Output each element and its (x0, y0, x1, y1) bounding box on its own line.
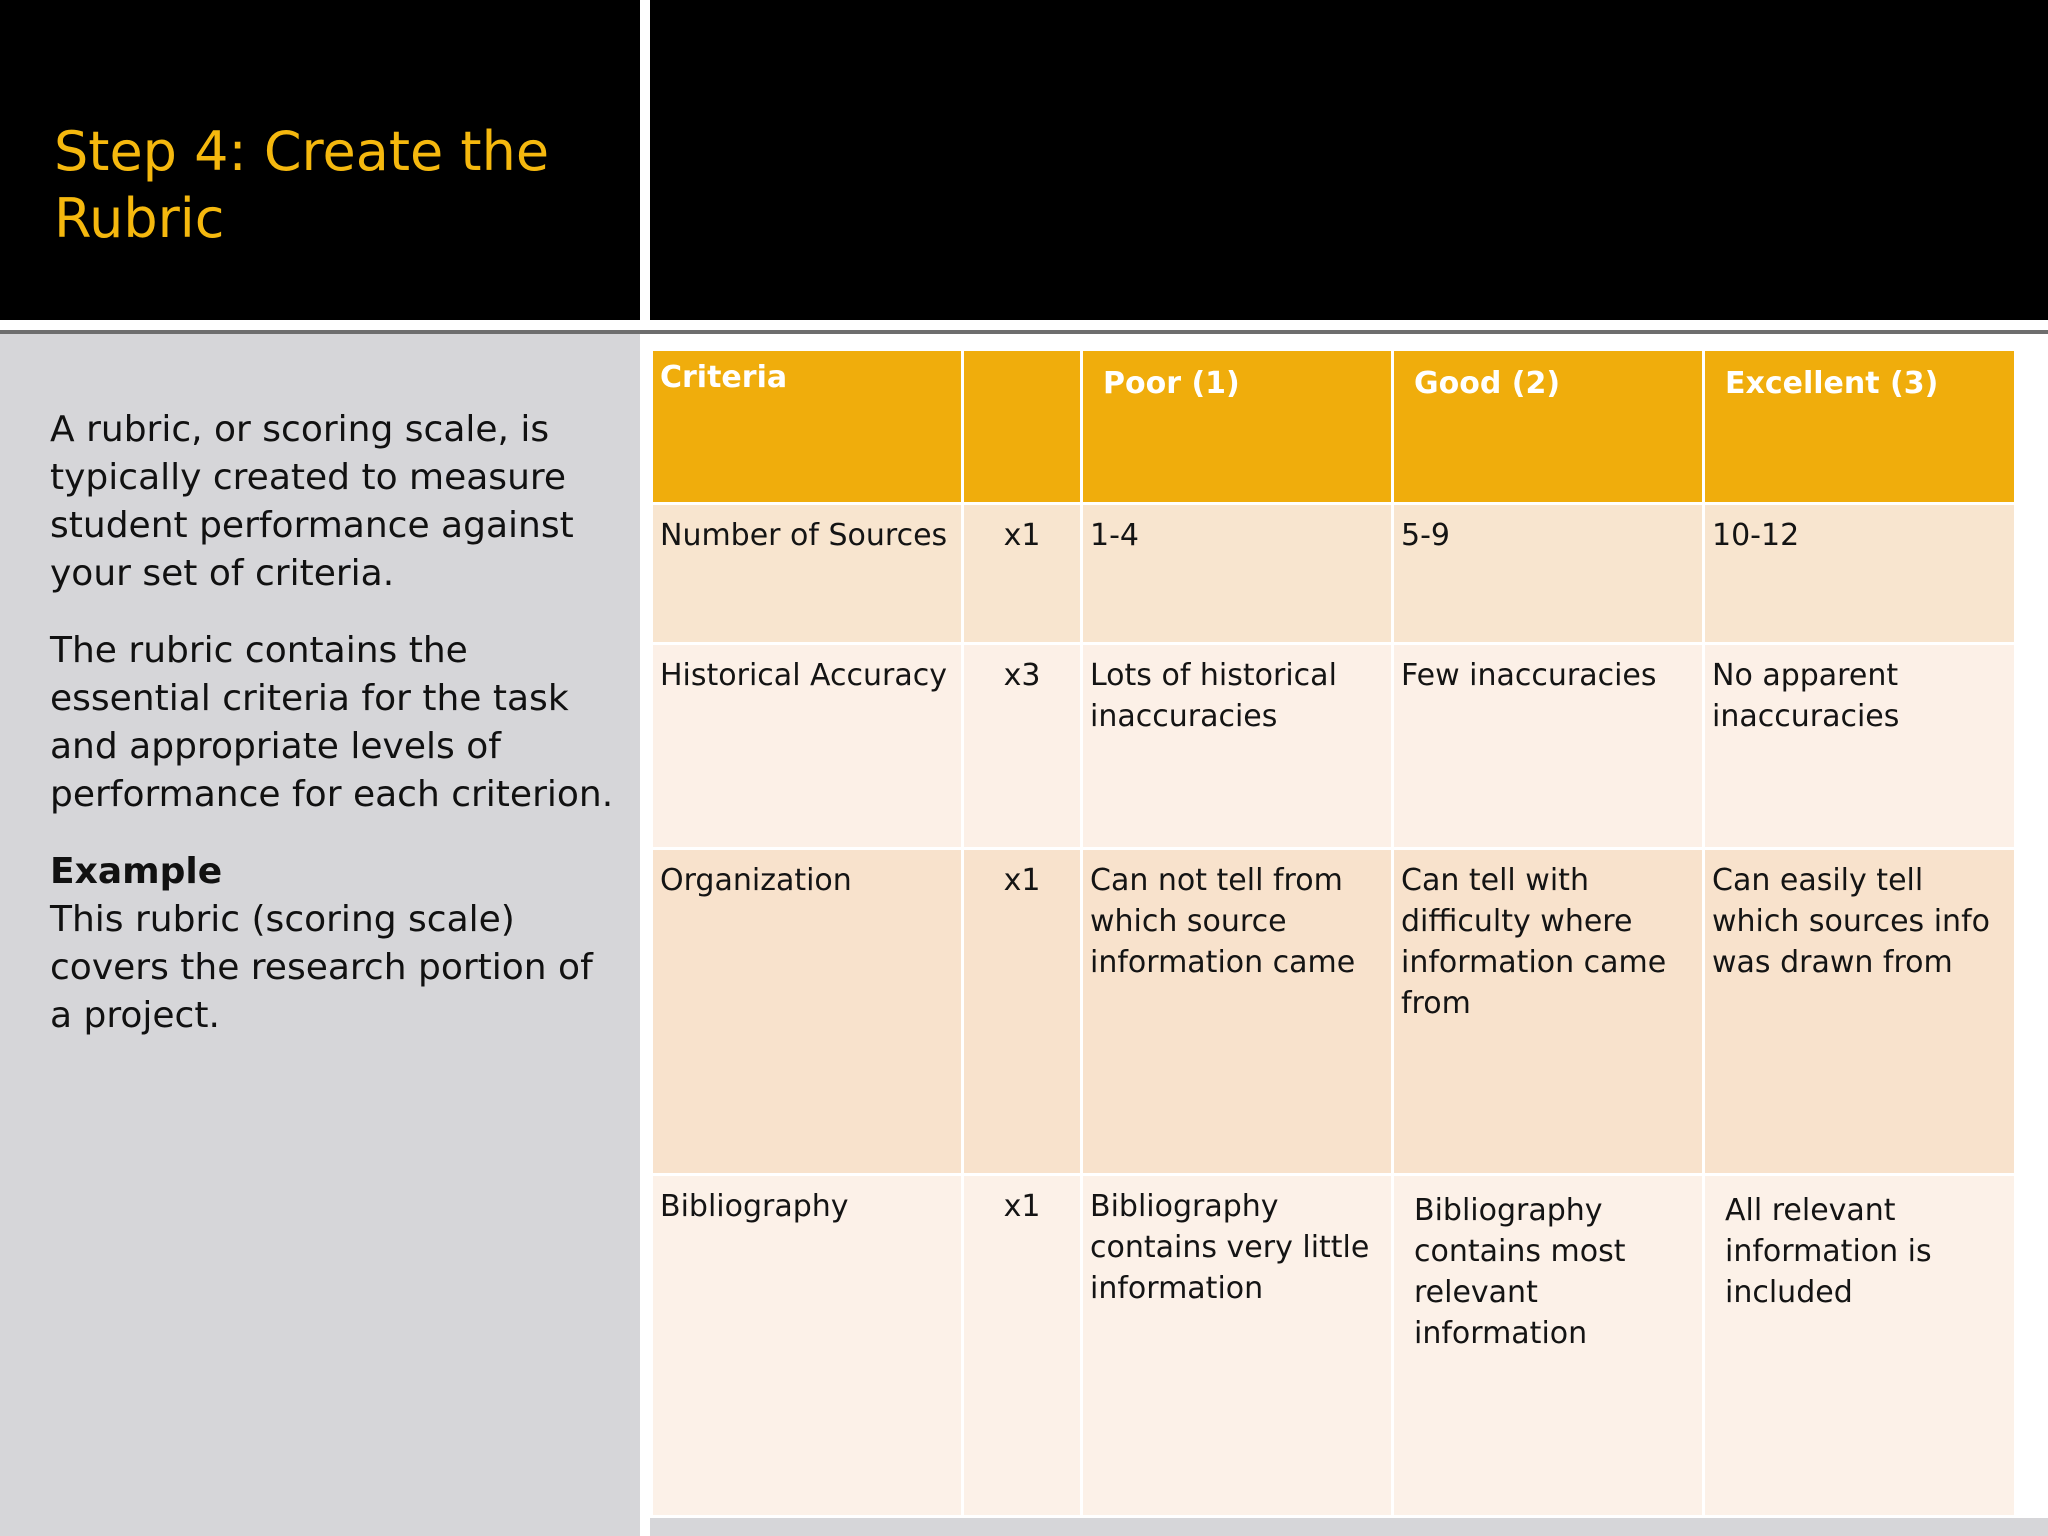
good-cell: Can tell with difficulty where information came from (1393, 849, 1704, 1175)
header-criteria: Criteria (652, 350, 963, 504)
example-heading: Example (50, 851, 223, 892)
sidebar-text (50, 406, 620, 1069)
header-good: Good (2) (1393, 350, 1704, 504)
table-row (652, 849, 2016, 1175)
header-multiplier (963, 350, 1082, 504)
example-block (50, 848, 620, 1040)
criterion-cell: Number of Sources (652, 504, 963, 644)
multiplier-cell: x1 (963, 1175, 1082, 1517)
header-band (650, 0, 2048, 320)
criteria-paragraph: The rubric contains the essential criteria for the task and appropriate levels of performance for each criterion. (50, 630, 614, 815)
table-row (652, 504, 2016, 644)
multiplier-cell: x1 (963, 504, 1082, 644)
poor-cell: Bibliography contains very little information (1082, 1175, 1393, 1517)
excellent-cell: 10-12 (1704, 504, 2016, 644)
good-cell: 5-9 (1393, 504, 1704, 644)
header-excellent: Excellent (3) (1704, 350, 2016, 504)
table-row (652, 1175, 2016, 1517)
criterion-cell: Organization (652, 849, 963, 1175)
excellent-cell: Can easily tell which sources info was drawn from (1704, 849, 2016, 1175)
criterion-cell: Bibliography (652, 1175, 963, 1517)
poor-cell: 1-4 (1082, 504, 1393, 644)
title-block (0, 0, 640, 320)
poor-cell: Can not tell from which source information came (1082, 849, 1393, 1175)
example-text: This rubric (scoring scale) covers the research portion of a project. (50, 899, 593, 1036)
excellent-cell: No apparent inaccuracies (1704, 644, 2016, 849)
intro-paragraph: A rubric, or scoring scale, is typically created to measure student performance against your set of criteria. (50, 409, 574, 594)
criterion-cell: Historical Accuracy (652, 644, 963, 849)
excellent-cell: All relevant information is included (1704, 1175, 2016, 1517)
rubric-table (650, 348, 2017, 1518)
slide-title: Step 4: Create the Rubric (54, 120, 550, 250)
table-header-row (652, 350, 2016, 504)
table-row (652, 644, 2016, 849)
bottom-strip (650, 1518, 2048, 1536)
good-cell: Bibliography contains most relevant information (1393, 1175, 1704, 1517)
good-cell: Few inaccuracies (1393, 644, 1704, 849)
poor-cell: Lots of historical inaccuracies (1082, 644, 1393, 849)
header-poor: Poor (1) (1082, 350, 1393, 504)
multiplier-cell: x3 (963, 644, 1082, 849)
multiplier-cell: x1 (963, 849, 1082, 1175)
